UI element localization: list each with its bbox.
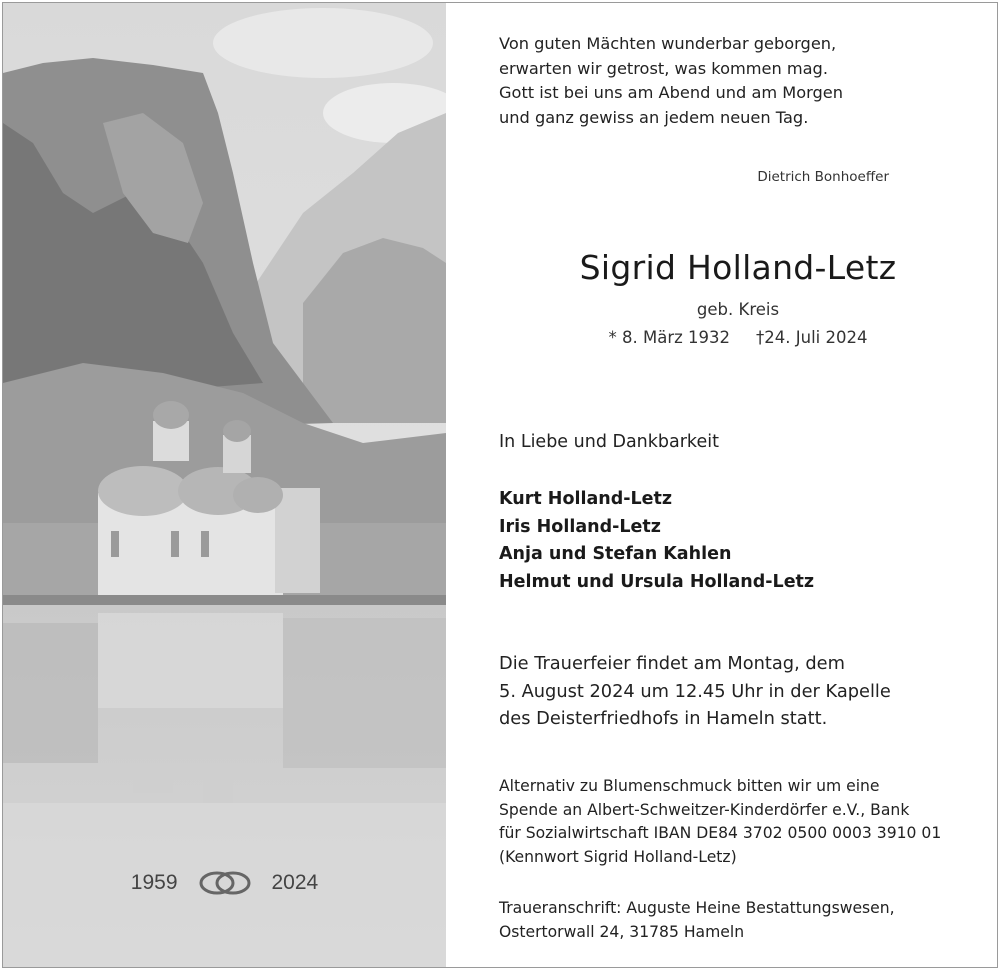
poem-line: Von guten Mächten wunderbar geborgen, — [499, 34, 837, 53]
donation-line: Spende an Albert-Schweitzer-Kinderdörfer e.V., Bank — [499, 800, 910, 819]
address-line: Traueranschrift: Auguste Heine Bestattungswesen, — [499, 899, 895, 917]
address-line: Ostertorwall 24, 31785 Hameln — [499, 922, 745, 941]
wedding-rings-icon — [196, 868, 254, 898]
ceremony-line: 5. August 2024 um 12.45 Uhr in der Kapelle — [499, 680, 891, 702]
mourners-list — [499, 486, 814, 596]
poem-line: und ganz gewiss an jedem neuen Tag. — [499, 107, 809, 127]
ceremony-line: Die Trauerfeier findet am Montag, dem — [499, 653, 845, 674]
lake-chapel-landscape-image — [3, 3, 446, 967]
donation-line: für Sozialwirtschaft IBAN DE84 3702 0500 0003 3910 01 — [499, 824, 942, 842]
donation-request — [499, 775, 989, 869]
mourner-name: Kurt Holland-Letz — [499, 489, 673, 509]
ceremony-line: des Deisterfriedhofs in Hameln statt. — [499, 708, 828, 729]
condolence-address — [499, 897, 989, 944]
ceremony-info — [499, 650, 979, 733]
dedication-text: In Liebe und Dankbarkeit — [499, 432, 719, 452]
deceased-name: Sigrid Holland-Letz — [579, 248, 897, 287]
poem-author: Dietrich Bonhoeffer — [757, 169, 889, 185]
poem-quote — [499, 32, 899, 185]
donation-line: (Kennwort Sigrid Holland-Letz) — [499, 847, 737, 866]
marriage-start-year: 1959 — [130, 871, 178, 894]
mourner-name: Anja und Stefan Kahlen — [499, 544, 732, 564]
marriage-end-year: 2024 — [271, 871, 319, 894]
notice-content — [470, 0, 990, 970]
maiden-name: geb. Kreis — [696, 300, 780, 319]
death-date: †24. Juli 2024 — [756, 328, 868, 347]
poem-line: erwarten wir getrost, was kommen mag. — [499, 58, 828, 78]
marriage-years — [3, 863, 446, 903]
mourner-name: Iris Holland-Letz — [499, 516, 661, 537]
donation-line: Alternativ zu Blumenschmuck bitten wir um eine — [499, 777, 880, 795]
poem-line: Gott ist bei uns am Abend und am Morgen — [499, 83, 844, 102]
mourner-name: Helmut und Ursula Holland-Letz — [499, 571, 815, 592]
life-dates — [470, 328, 1000, 347]
memorial-photo — [3, 3, 446, 967]
birth-date: * 8. März 1932 — [608, 328, 731, 347]
